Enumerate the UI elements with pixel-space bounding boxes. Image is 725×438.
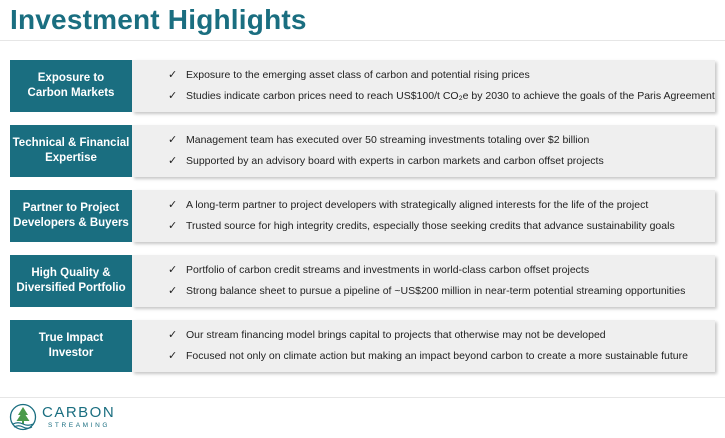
title-divider bbox=[0, 40, 725, 41]
list-item bbox=[168, 151, 715, 172]
highlight-content bbox=[132, 60, 715, 112]
bullet-text: Exposure to the emerging asset class of carbon and potential rising prices bbox=[186, 69, 530, 81]
highlight-label: Exposure to Carbon Markets bbox=[10, 60, 132, 112]
list-item bbox=[168, 260, 715, 281]
checkmark-icon: ✓ bbox=[168, 155, 178, 167]
list-item bbox=[168, 281, 715, 302]
highlight-row-portfolio bbox=[10, 255, 715, 307]
list-item bbox=[168, 216, 715, 237]
list-item bbox=[168, 65, 715, 86]
highlight-content bbox=[132, 255, 715, 307]
bullet-text: A long-term partner to project developers with strategically aligned interests for the life of the project bbox=[186, 199, 649, 211]
logo-main-text: CARBON bbox=[42, 403, 116, 421]
checkmark-icon: ✓ bbox=[168, 350, 178, 362]
checkmark-icon: ✓ bbox=[168, 90, 178, 102]
highlight-label: Technical & Financial Expertise bbox=[10, 125, 132, 177]
checkmark-icon: ✓ bbox=[168, 69, 178, 81]
list-item bbox=[168, 346, 715, 367]
highlight-content bbox=[132, 320, 715, 372]
bullet-text: Management team has executed over 50 streaming investments totaling over $2 billion bbox=[186, 134, 590, 146]
checkmark-icon: ✓ bbox=[168, 329, 178, 341]
list-item bbox=[168, 195, 715, 216]
tree-logo-icon bbox=[8, 403, 38, 431]
list-item bbox=[168, 130, 715, 151]
bullet-text: Portfolio of carbon credit streams and investments in world-class carbon offset projects bbox=[186, 264, 590, 276]
bullet-text: Focused not only on climate action but making an impact beyond carbon to create a more sustainable future bbox=[186, 350, 688, 362]
checkmark-icon: ✓ bbox=[168, 134, 178, 146]
highlight-row-partner bbox=[10, 190, 715, 242]
bullet-text: Supported by an advisory board with experts in carbon markets and carbon offset projects bbox=[186, 155, 604, 167]
checkmark-icon: ✓ bbox=[168, 285, 178, 297]
list-item bbox=[168, 325, 715, 346]
logo-wordmark bbox=[42, 405, 115, 430]
highlight-content bbox=[132, 190, 715, 242]
checkmark-icon: ✓ bbox=[168, 220, 178, 232]
bullet-text: Strong balance sheet to pursue a pipeline of ~US$200 million in near-term potential streaming opportunities bbox=[186, 285, 686, 297]
highlight-row-expertise bbox=[10, 125, 715, 177]
bullet-text: Our stream financing model brings capital to projects that otherwise may not be developed bbox=[186, 329, 606, 341]
page-title: Investment Highlights bbox=[10, 4, 307, 35]
highlight-label: High Quality & Diversified Portfolio bbox=[10, 255, 132, 307]
checkmark-icon: ✓ bbox=[168, 199, 178, 211]
highlight-row-impact bbox=[10, 320, 715, 372]
checkmark-icon: ✓ bbox=[168, 264, 178, 276]
company-logo bbox=[8, 403, 115, 431]
highlight-label: Partner to Project Developers & Buyers bbox=[10, 190, 132, 242]
logo-sub-text: STREAMING bbox=[48, 421, 111, 429]
bullet-text: Studies indicate carbon prices need to reach US$100/t CO₂e by 2030 to achieve the goals of the Paris Agreement bbox=[186, 90, 715, 102]
list-item bbox=[168, 86, 715, 107]
highlight-row-exposure bbox=[10, 60, 715, 112]
highlight-content bbox=[132, 125, 715, 177]
highlight-label: True Impact Investor bbox=[10, 320, 132, 372]
footer-divider bbox=[0, 397, 725, 398]
bullet-text: Trusted source for high integrity credits, especially those seeking credits that advance sustainability goals bbox=[186, 220, 675, 232]
